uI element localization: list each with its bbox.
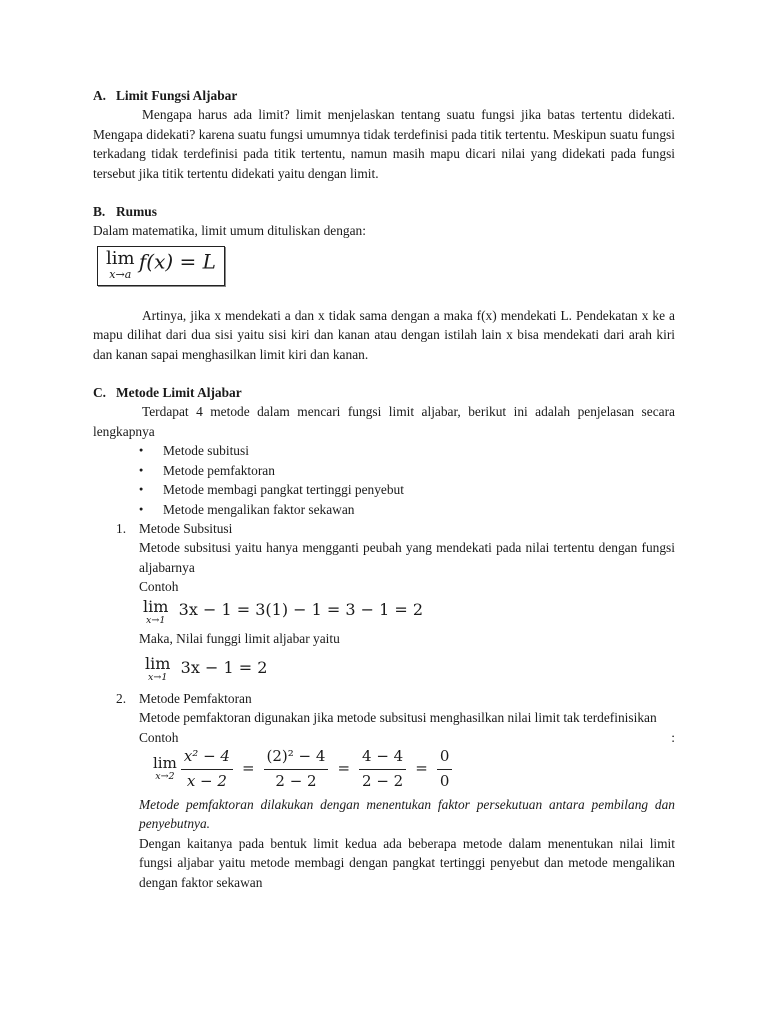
document-page [93,86,675,892]
method-2-title: Metode Pemfaktoran [139,690,252,706]
section-c-heading [93,383,675,402]
list-item: ● Metode subitusi [139,441,675,460]
fraction: $\frac{\text{x² − 4}}{x - 2}$ [181,747,233,791]
method-1-result-expression: 3x − 1 = 2 [180,658,268,678]
method-2-closing: Dengan kaitanya pada bentuk limit kedua ada beberapa metode dalam menentukan nilai limit fungsi aljabar yaitu metode membagi dengan pangkat tertinggi penyebut dan metode mengalikan dengan faktor sekawan [139,835,675,890]
section-b-explanation: Artinya, jika x mendekati a dan x tidak sama dengan a maka f(x) mendekati L. Pendekatan x ke a mapu dilihat dari dua sisi yaitu sisi kiri dan kanan atau dengan istilah lain x bisa mendekati dari arah kiri dan kanan sapai menghasilkan limit kiri dan kanan. [93,307,675,362]
method-2-number: 2. [116,690,127,706]
method-2-body [93,708,675,892]
section-b-heading [93,202,675,221]
section-a-title: Limit Fungsi Aljabar [116,88,238,103]
method-2-example-formula [153,747,675,791]
method-1-result-text: Maka, Nilai funggi limit aljabar yaitu [139,631,340,647]
limit-operator: lim x→1 [145,654,171,684]
section-b-intro: Dalam matematika, limit umum dituliskan dengan: [93,223,366,239]
method-2-description: Metode pemfaktoran digunakan jika metode subsitusi menghasilkan nilai limit tak terdefinisikan [139,710,657,726]
method-bullet-list [93,441,675,519]
list-item: ● Metode membagi pangkat tertinggi penyebut [139,480,675,499]
method-1-body [93,538,675,683]
limit-operator: lim x→a [106,247,135,281]
method-1-title: Metode Subsitusi [139,520,233,536]
limit-operator: lim x→1 [143,596,169,626]
list-item: ● Metode mengalikan faktor sekawan [139,500,675,519]
limit-formula-box [97,246,225,286]
method-1-description: Metode subsitusi yaitu hanya mengganti peubah yang mendekati pada nilai tertentu dengan fungsi aljabarnya [139,540,675,575]
equals-sign: = [337,759,351,778]
section-a-heading [93,86,675,105]
method-2-italic-note: Metode pemfaktoran dilakukan dengan menentukan faktor persekutuan antara pembilang dan penyebutnya. [139,796,675,832]
section-a-label: A. [93,88,107,103]
method-2-example-colon: : [671,729,675,745]
fraction: $\frac{0}{0}$ [437,747,453,791]
method-2-example-row [139,728,675,747]
section-b-title: Rumus [116,204,157,220]
method-1-number: 1. [116,520,127,536]
method-1-heading [93,519,675,538]
section-c-label: C. [93,385,107,401]
list-item: ● Metode pemfaktoran [139,461,675,480]
section-b-label: B. [93,204,106,220]
method-1-example-formula [143,596,675,626]
equals-sign: = [241,759,255,778]
fraction: $\frac{4 - 4}{2 - 2}$ [359,747,406,791]
section-c-title: Metode Limit Aljabar [116,385,242,401]
method-1-example-label: Contoh [139,579,179,595]
method-1-result-formula [145,656,675,683]
method-2-example-label: Contoh [139,729,179,745]
fraction: $\frac{\text{(2)² − 4}}{2 - 2}$ [264,747,329,791]
limit-formula-body: f(x) = L [138,249,216,274]
method-2-heading [93,689,675,708]
equals-sign: = [415,759,428,778]
method-1-example-expression: 3x − 1 = 3(1) − 1 = 3 − 1 = 2 [178,600,424,620]
section-c-intro: Terdapat 4 metode dalam mencari fungsi limit aljabar, berikut ini adalah penjelasan secara lengkapnya [93,404,675,439]
section-a-paragraph: Mengapa harus ada limit? limit menjelaskan tentang suatu fungsi jika batas tertentu didekati. Mengapa didekati? karena suatu fungsi umumnya tidak terdefinisi pada titik tertentu. Meskipun suatu fungsi terkadang tidak terdefinisi pada titik tertentu, namun masih mapu dicari nilai yang didekati pada fungsi tersebut jika titik tertentu didekati yaitu dengan limit. [93,107,675,181]
limit-operator: lim x→2 [153,754,177,783]
